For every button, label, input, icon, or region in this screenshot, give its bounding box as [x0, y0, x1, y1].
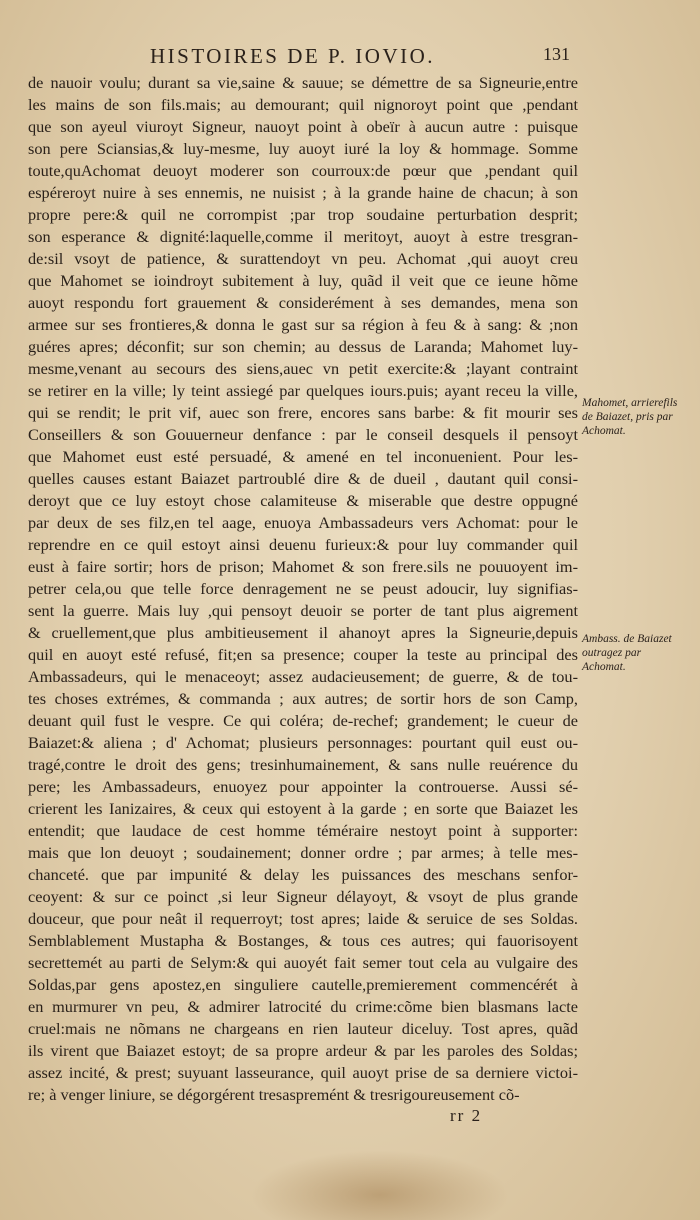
text-line: quil en auoyt esté refusé, fit;en sa presence; couper la teste au principal des [28, 645, 578, 664]
text-line: deuant quil fust le vespre. Ce qui coléra; de-rechef; grandement; le cueur de [28, 711, 578, 730]
text-line: crierent les Ianizaires, & ceux qui estoyent à la garde ; en sorte que Baiazet les [28, 799, 578, 818]
text-line: Baiazet:& aliena ; d' Achomat; plusieurs personnages: pourtant quil eust ou- [28, 733, 578, 752]
page-header [150, 44, 590, 70]
running-title: HISTOIRES DE P. IOVIO. [150, 44, 436, 68]
text-line: en murmurer vn peu, & admirer latrocité du crime:cõme bien blasmans lacte [28, 997, 578, 1016]
text-line: Ambassadeurs, qui le menaceoyt; assez audacieusement; de guerre, & de tou- [28, 667, 578, 686]
text-line: mais que lon deuoyt ; soudainement; donner ordre ; par armes; à telle mes- [28, 843, 578, 862]
text-line: eust à faire sortir; hors de prison; Mahomet & son frere.sils ne pouuoyent im- [28, 557, 578, 576]
text-line: Soldas,par gens apostez,en singuliere cautelle,premierement commencérét à [28, 975, 578, 994]
text-line: tes choses extrémes, & commanda ; aux autres; de sortir hors de son Camp, [28, 689, 578, 708]
text-line: deroyt que ce luy estoyt chose calamiteuse & miserable que destre oppugné [28, 491, 578, 510]
text-line: chanceté. que par impunité & delay les puissances des meschans senfor- [28, 865, 578, 884]
text-line: Conseillers & son Gouuerneur denfance : par le conseil desquels il pensoyt [28, 425, 578, 444]
text-line: par deux de ses filz,en tel aage, enuoya Ambassadeurs vers Achomat: pour le [28, 513, 578, 532]
text-line: les mains de son fils.mais; au demourant; quil nignoroyt point que ,pendant [28, 95, 578, 114]
text-line: & cruellement,que plus ambitieusement il ahanoyt apres la Signeurie,depuis [28, 623, 578, 642]
paper-stain [250, 1150, 510, 1220]
text-line: son pere Sciansias,& luy-mesme, luy auoyt iuré la loy & hommage. Somme [28, 139, 578, 158]
text-line: de:sil vsoyt de patience, & surattendoyt vn peu. Achomat ,qui auoyt creu [28, 249, 578, 268]
text-line: que son ayeul viuroyt Signeur, nauoyt point à obeïr à aucun autre : puisque [28, 117, 578, 136]
text-line: espéreroyt nuire à ses ennemis, ne nuisist ; à la grande haine de chacun; à son [28, 183, 578, 202]
text-line: que Mahomet se ioindroyt subitement à luy, quãd il veit que ce ieune hõme [28, 271, 578, 290]
page-number: 131 [543, 44, 570, 64]
text-line: toute,quAchomat deuoyt moderer son courroux:de pœur que ,pendant quil [28, 161, 578, 180]
text-line: entendit; que laudace de cest homme téméraire nestoyt point à supporter: [28, 821, 578, 840]
signature-mark: rr 2 [450, 1106, 483, 1125]
text-line: propre pere:& quil ne corrompist ;par trop soudaine perturbation desprit; [28, 205, 578, 224]
text-line: mesme,venant au secours des siens,auec vn petit exercite:& ;layant contraint [28, 359, 578, 378]
text-line: se retirer en la ville; ly teint assiegé par quelques iours.puis; ayant receu la ville, [28, 381, 578, 400]
text-line: Semblablement Mustapha & Bostanges, & tous ces autres; qui fauorisoyent [28, 931, 578, 950]
text-line: guéres apres; déconfit; sur son chemin; au dessus de Laranda; Mahomet luy- [28, 337, 578, 356]
text-line: secrettemét au parti de Selym:& qui auoyét fait semer tout cela au vulgaire des [28, 953, 578, 972]
text-line: qui se rendit; le prit vif, auec son frere, encores sans barbe: & fit mourir ses [28, 403, 578, 422]
text-line: petrer cela,ou que telle force denragement ne se peust adoucir, luy signifias- [28, 579, 578, 598]
text-line: ceoyent: & sur ce poinct ,si leur Signeur délayoyt, & vsoyt de plus grande [28, 887, 578, 906]
text-line: pere; les Ambassadeurs, enuoyez pour appointer la controuerse. Aussi sé- [28, 777, 578, 796]
text-line: reprendre en ce quil estoyt ainsi deuenu furieux:& pour luy commander quil [28, 535, 578, 554]
body-text [28, 72, 578, 1106]
text-line: re; à venger liniure, se dégorgérent tresaspremént & tresrigoureusement cõ- [28, 1085, 520, 1104]
text-line: armee sur ses frontieres,& donna le gast sur sa région à feu & à sang: & ;non [28, 315, 578, 334]
margin-note-mahomet: Mahomet, arrierefils de Baiazet, pris par Achomat. [582, 397, 678, 437]
text-line: que Mahomet eust esté persuadé, & amené en tel inconuenient. Pour les- [28, 447, 578, 466]
text-line: de nauoir voulu; durant sa vie,saine & sauue; se démettre de sa Signeurie,entre [28, 73, 578, 92]
text-line: sent la guerre. Mais luy ,qui pensoyt deuoir se porter de tant plus aigrement [28, 601, 578, 620]
text-line: son esperance & dignité:laquelle,comme il meritoyt, auoyt à estre tresgran- [28, 227, 578, 246]
text-line: auoyt respondu fort grauement & considerément à ses demandes, mena son [28, 293, 578, 312]
text-line: tragé,contre le droit des gens; tresinhumainement, & sans nulle reuérence du [28, 755, 578, 774]
text-line: ils virent que Baiazet estoyt; de sa propre ardeur & par les paroles des Soldas; [28, 1041, 578, 1060]
text-line: quelles causes estant Baiazet partroublé dire & de dueil , dautant quil consi- [28, 469, 578, 488]
text-line: assez incité, & prest; suyuant lasseurance, quil auoyt prise de sa derniere victoi- [28, 1063, 578, 1082]
text-line: cruel:mais ne nõmans ne chargeans en rien lauteur diceluy. Tost apres, quãd [28, 1019, 578, 1038]
margin-note-ambassadeurs: Ambass. de Baiazet outragez par Achomat. [582, 633, 672, 673]
text-line: douceur, que pour neât il requerroyt; tost apres; laide & seruice de ses Soldas. [28, 909, 578, 928]
